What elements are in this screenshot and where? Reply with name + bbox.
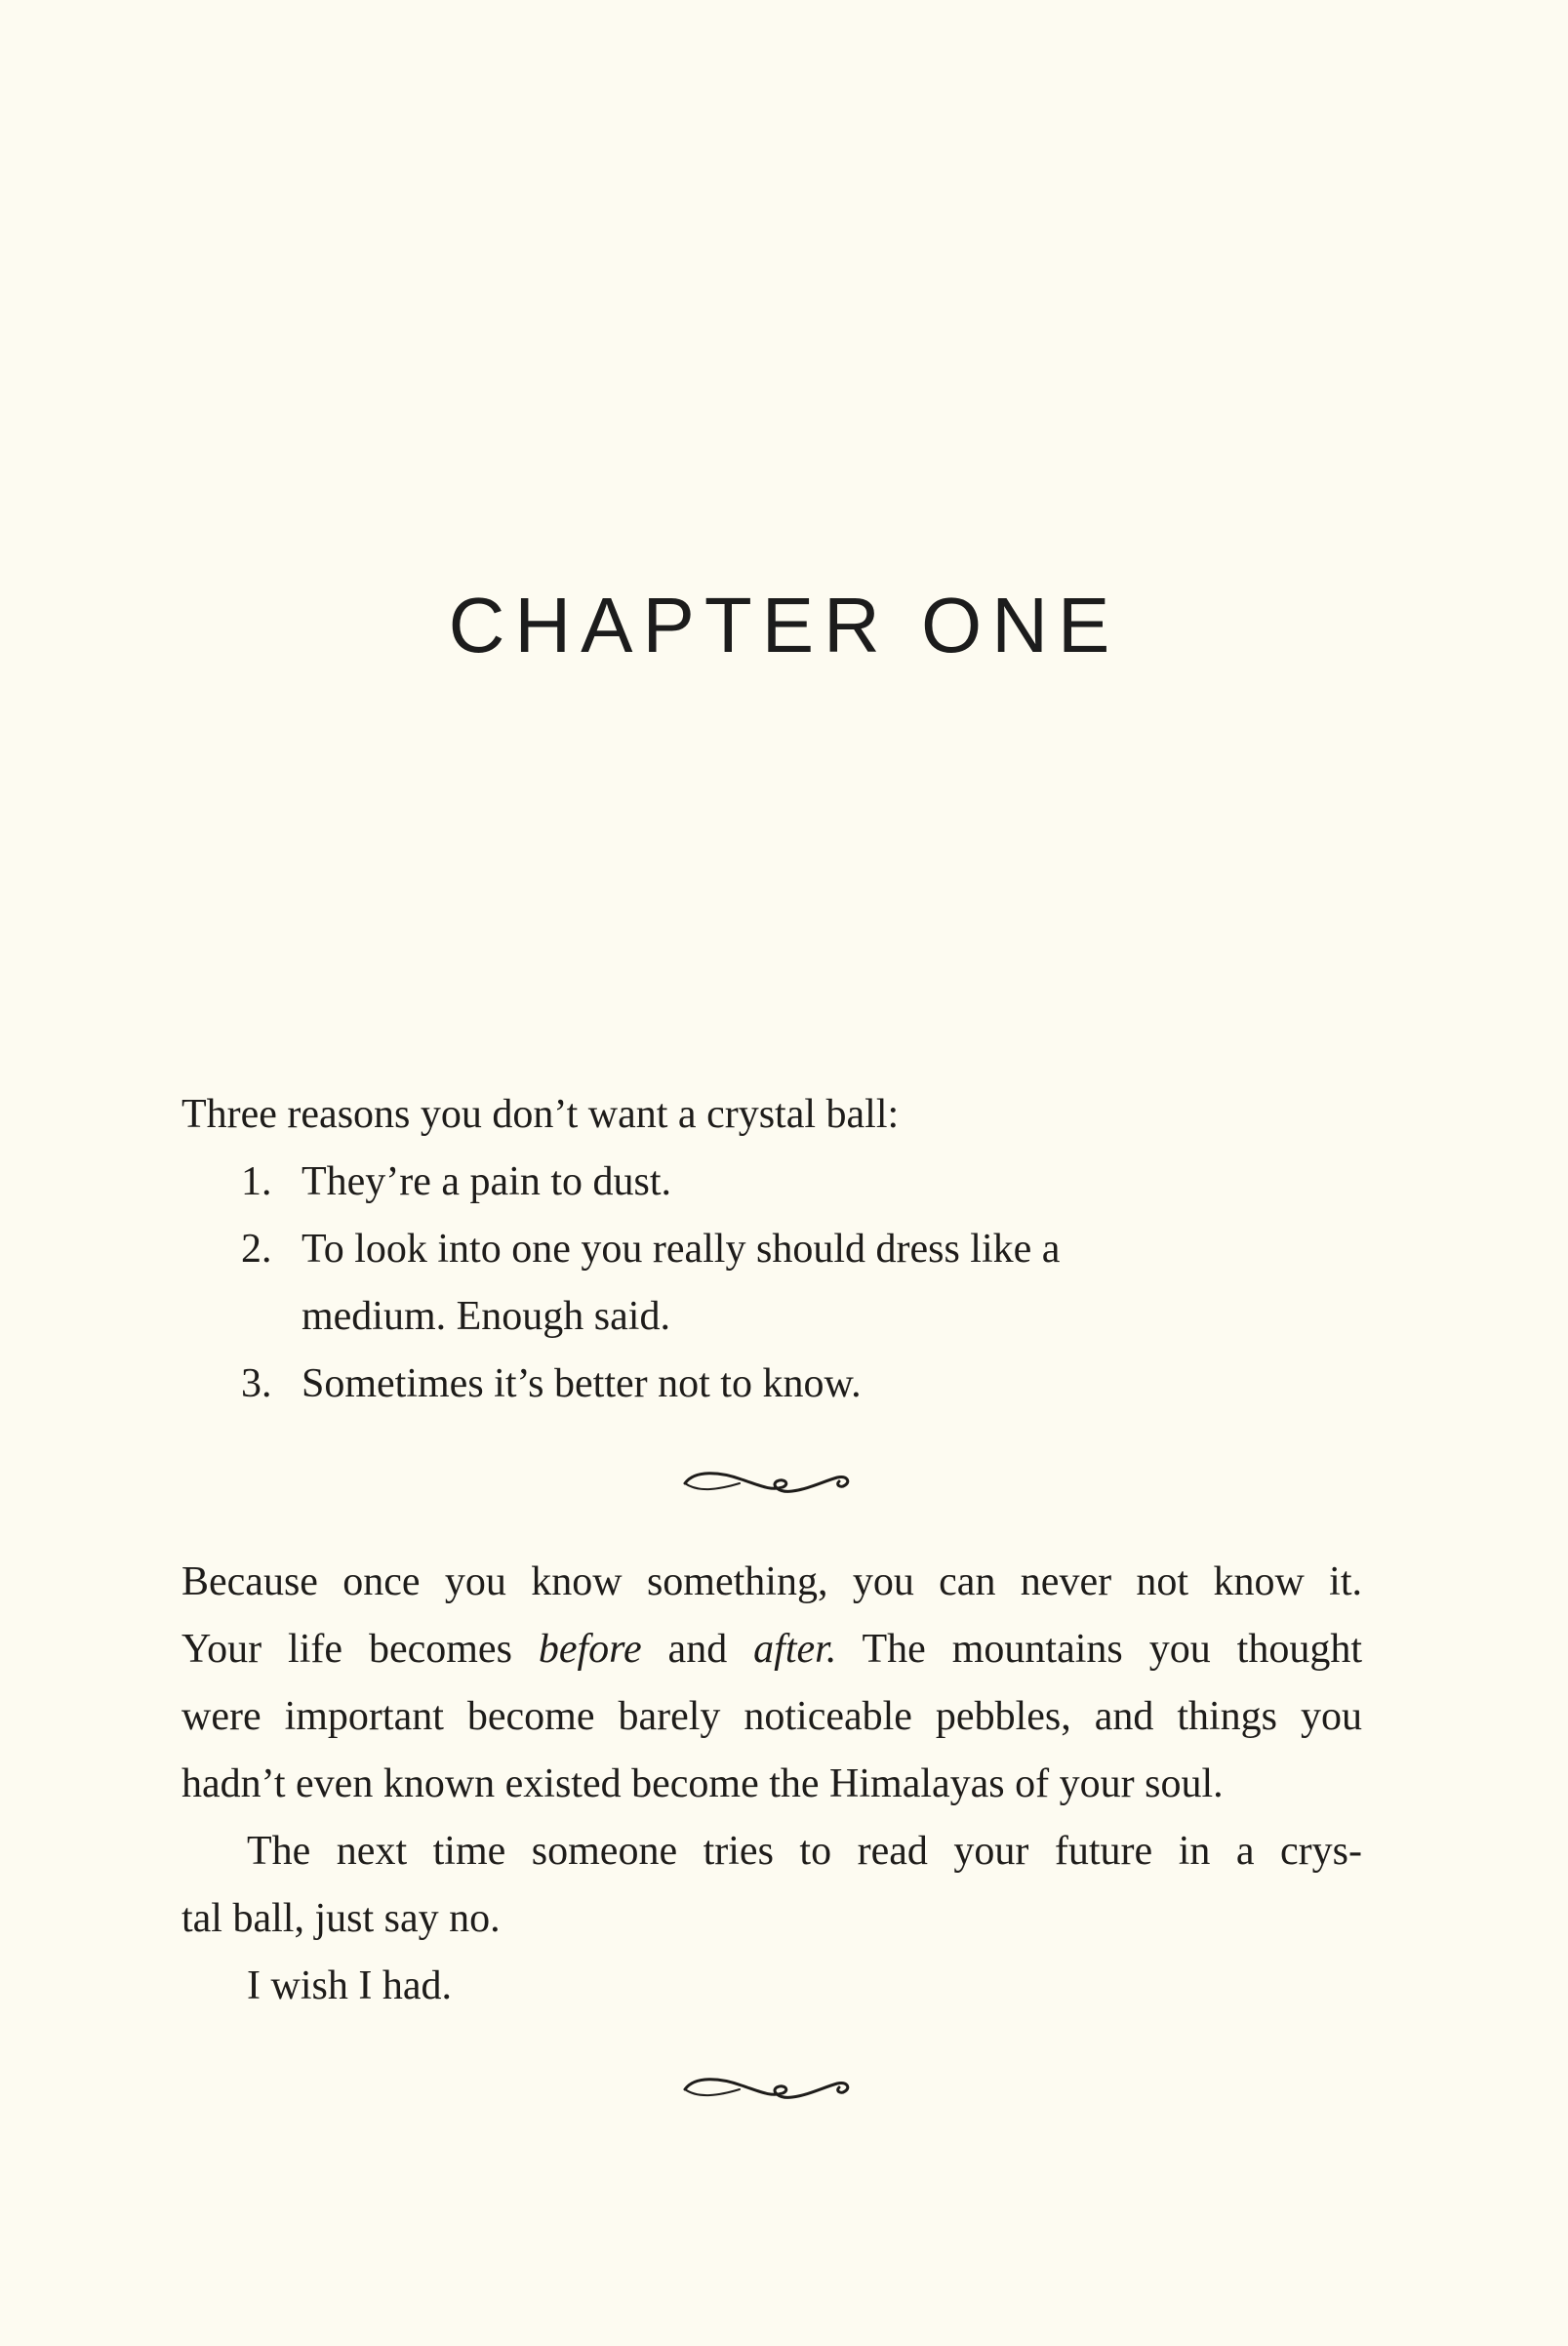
list-number: 2.	[241, 1227, 272, 1272]
paragraph-2	[181, 1818, 1362, 1953]
paragraph-1	[181, 1549, 1362, 1818]
paragraph-line: I wish I had.	[247, 1963, 452, 2008]
emphasis-after: after.	[753, 1627, 837, 1672]
list-item	[241, 1351, 1363, 1418]
paragraph-line: tal ball, just say no.	[181, 1896, 501, 1941]
list-text	[302, 1149, 1363, 1216]
list-item	[241, 1216, 1363, 1351]
list-line: medium. Enough said.	[302, 1294, 670, 1339]
list-number: 1.	[241, 1159, 272, 1204]
flourish-ornament-icon	[681, 1460, 857, 1503]
list-line: They’re a pain to dust.	[302, 1159, 672, 1204]
list-line: Sometimes it’s better not to know.	[302, 1361, 862, 1406]
emphasis-before: before	[538, 1627, 642, 1672]
list-line: To look into one you really should dress like a	[302, 1227, 1061, 1272]
text-run: The mountains you thought	[836, 1627, 1362, 1672]
paragraph-3	[181, 1953, 1362, 2020]
paragraph-line: were important become barely noticeable pebbles, and things you	[181, 1694, 1362, 1739]
text-run: Your life becomes	[181, 1627, 539, 1672]
paragraph-line: hadn’t even known existed become the Himalayas of your soul.	[181, 1761, 1224, 1806]
list-intro: Three reasons you don’t want a crystal ball:	[181, 1092, 900, 1137]
list-text	[302, 1351, 1363, 1418]
list-item	[241, 1149, 1363, 1216]
paragraph-line: Because once you know something, you can never not know it.	[181, 1559, 1362, 1604]
paragraph-line	[181, 1616, 1362, 1683]
chapter-title: CHAPTER ONE	[448, 582, 1120, 668]
list-number: 3.	[241, 1361, 272, 1406]
text-run: and	[641, 1627, 754, 1672]
reasons-list	[241, 1149, 1363, 1418]
list-text	[302, 1216, 1363, 1351]
paragraph-line: The next time someone tries to read your future in a crys-	[247, 1829, 1362, 1874]
flourish-ornament-icon	[681, 2066, 857, 2109]
